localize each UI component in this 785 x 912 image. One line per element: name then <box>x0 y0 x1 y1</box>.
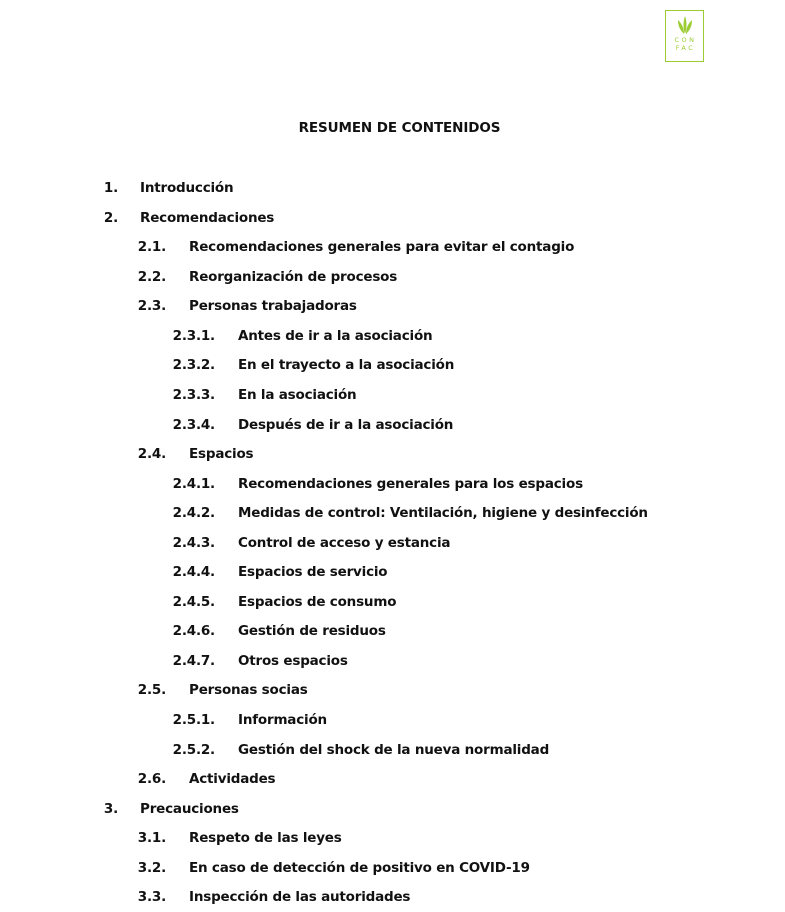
toc-entry-number: 2.4. <box>137 446 166 462</box>
toc-entry-number: 3.2. <box>137 860 166 876</box>
toc-entry-label: En la asociación <box>238 387 357 403</box>
toc-entry-label: Personas trabajadoras <box>189 298 357 314</box>
toc-entry-number: 2.3.2. <box>172 357 215 373</box>
toc-entry-label: Otros espacios <box>238 653 348 669</box>
toc-entry-number: 2.3.1. <box>172 328 215 344</box>
toc-entry-number: 2.5.2. <box>172 742 215 758</box>
toc-entry-number: 2.2. <box>137 269 166 285</box>
toc-entry-number: 3.3. <box>137 889 166 905</box>
toc-entry-number: 2. <box>103 210 118 226</box>
toc-entry-label: Introducción <box>140 180 234 196</box>
toc-entry-label: En caso de detección de positivo en COVID-19 <box>189 860 530 876</box>
toc-entry-number: 2.1. <box>137 239 166 255</box>
toc-entry-number: 3. <box>103 801 118 817</box>
toc-entry-number: 2.4.5. <box>172 594 215 610</box>
toc-entry-number: 2.6. <box>137 771 166 787</box>
toc-entry-label: Gestión de residuos <box>238 623 386 639</box>
toc-entry-label: Respeto de las leyes <box>189 830 342 846</box>
toc-entry-label: Medidas de control: Ventilación, higiene y desinfección <box>238 505 648 521</box>
toc-entry-number: 2.4.4. <box>172 564 215 580</box>
toc-entry-label: Recomendaciones <box>140 210 275 226</box>
toc-entry-label: Información <box>238 712 327 728</box>
toc-entry-label: Inspección de las autoridades <box>189 889 411 905</box>
toc-entry-label: Control de acceso y estancia <box>238 535 451 551</box>
toc-entry-label: Recomendaciones generales para evitar el contagio <box>189 239 575 255</box>
toc-entry-label: Reorganización de procesos <box>189 269 398 285</box>
toc-entry-number: 2.4.6. <box>172 623 215 639</box>
toc-entry-number: 2.3.3. <box>172 387 215 403</box>
leaf-icon <box>674 14 696 36</box>
toc-entry-label: Después de ir a la asociación <box>238 417 454 433</box>
toc-entry-label: En el trayecto a la asociación <box>238 357 455 373</box>
toc-entry-number: 2.4.1. <box>172 476 215 492</box>
confac-logo <box>665 10 704 62</box>
toc-entry-label: Personas socias <box>189 682 308 698</box>
toc-entry-label: Antes de ir a la asociación <box>238 328 433 344</box>
logo-text-line2: FAC <box>675 44 696 52</box>
toc-entry-label: Actividades <box>189 771 276 787</box>
toc-entry-label: Precauciones <box>140 801 239 817</box>
toc-entry-number: 2.4.7. <box>172 653 215 669</box>
toc-entry-number: 2.5. <box>137 682 166 698</box>
toc-entry-number: 2.3.4. <box>172 417 215 433</box>
toc-entry-number: 2.4.3. <box>172 535 215 551</box>
toc-entry-label: Gestión del shock de la nueva normalidad <box>238 742 550 758</box>
toc-entry-label: Espacios <box>189 446 254 462</box>
toc-entry-number: 2.3. <box>137 298 166 314</box>
toc-entry-number: 3.1. <box>137 830 166 846</box>
toc-entry-label: Espacios de servicio <box>238 564 388 580</box>
toc-entry-label: Recomendaciones generales para los espacios <box>238 476 583 492</box>
toc-entry-number: 1. <box>103 180 118 196</box>
toc-entry-number: 2.4.2. <box>172 505 215 521</box>
logo-text-line1: CON <box>674 36 697 44</box>
toc-entry-number: 2.5.1. <box>172 712 215 728</box>
toc-entry-label: Espacios de consumo <box>238 594 397 610</box>
page-title: RESUMEN DE CONTENIDOS <box>298 120 501 136</box>
